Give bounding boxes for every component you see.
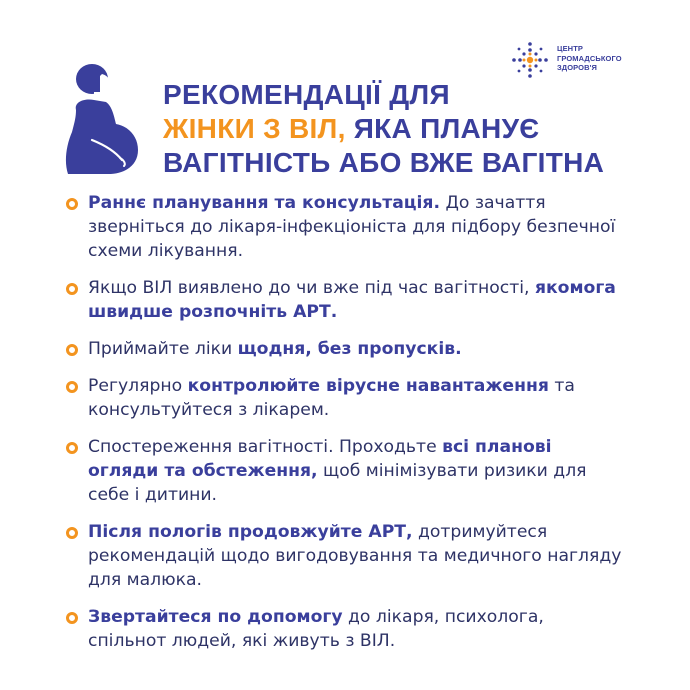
pregnant-woman-icon [58,62,142,180]
title-line-2 [163,112,604,146]
item-text-2: щоб мінімізувати ризики для себе і дитини. [88,461,587,505]
item-bold: Звертайтеся по допомогу [88,607,343,627]
title-line-1: РЕКОМЕНДАЦІЇ ДЛЯ [163,79,450,110]
list-item [64,276,624,324]
item-text: Якщо ВІЛ виявлено до чи вже під час вагітності, [88,278,535,298]
item-text: Регулярно [88,376,188,396]
item-text: до лікаря, психолога, спільнот людей, які живуть з ВІЛ. [88,607,544,651]
page-title [163,78,604,180]
bullet-circle-icon [66,283,78,295]
item-bold: контролюйте вірусне навантаження [187,376,549,396]
bullet-circle-icon [66,612,78,624]
item-bold: щодня, без пропусків. [237,339,462,359]
logo-line-1: ЦЕНТР [557,44,583,53]
logo-line-3: ЗДОРОВ'Я [557,63,598,72]
bullet-circle-icon [66,527,78,539]
list-item [64,191,624,263]
list-item [64,605,624,653]
item-bold: всі планові огляди та обстеження, [88,437,552,481]
bullet-circle-icon [66,381,78,393]
recommendations-list [64,191,624,666]
organization-logo [510,40,650,80]
item-text-2: та консультуйтеся з лікарем. [88,376,575,420]
item-text: Приймайте ліки [88,339,238,359]
item-bold: якомога швидше розпочніть АРТ. [88,278,616,322]
item-text: Спостереження вагітності. Проходьте [88,437,443,457]
list-item [64,520,624,592]
list-item [64,337,624,361]
item-text: дотримуйтеся рекомендацій щодо вигодовування та медичного нагляду для малюка. [88,522,622,590]
item-bold: Після пологів продовжуйте АРТ, [88,522,413,542]
item-bold: Раннє планування та консультація. [88,193,440,213]
logo-text [557,44,622,73]
bullet-circle-icon [66,198,78,210]
title-accent: ЖІНКИ З ВІЛ, [163,113,346,144]
list-item [64,435,624,507]
bullet-circle-icon [66,344,78,356]
item-text: До зачаття зверніться до лікаря-інфекціоніста для підбору безпечної схеми лікування. [88,193,616,261]
bullet-circle-icon [66,442,78,454]
list-item [64,374,624,422]
title-line-2-rest: ЯКА ПЛАНУЄ [345,113,540,144]
title-line-3: ВАГІТНІСТЬ АБО ВЖЕ ВАГІТНА [163,147,605,178]
logo-mark-icon [510,40,550,80]
logo-line-2: ГРОМАДСЬКОГО [557,53,622,63]
